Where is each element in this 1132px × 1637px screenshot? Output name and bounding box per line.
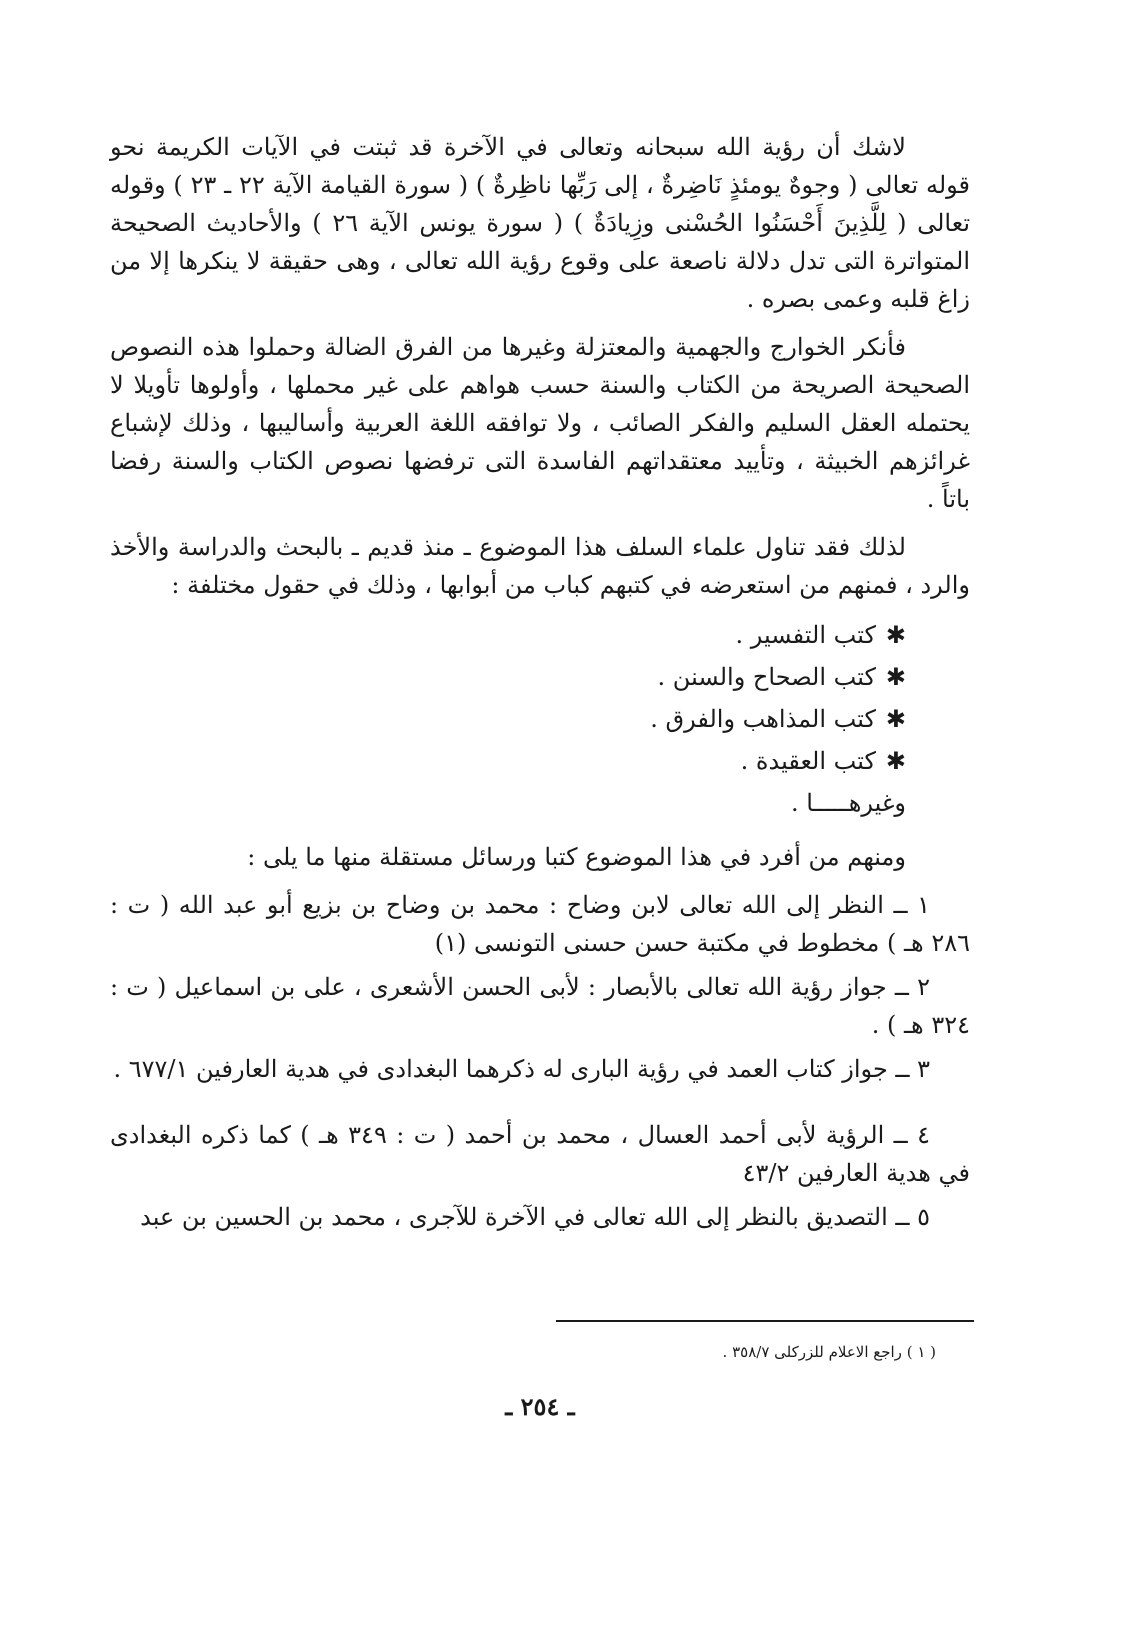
list-item: ✱كتب الصحاح والسنن . — [657, 663, 906, 691]
list-item: ✱كتب المذاهب والفرق . — [650, 705, 906, 733]
list-item: ✱كتب العقيدة . — [740, 747, 906, 775]
work-item: ٤ ــ الرؤية لأبى أحمد العسال ، محمد بن أحمد ( ت : ٣٤٩ هـ ) كما ذكره البغدادى في هدية العارفين ٤٣/٢ — [110, 1121, 970, 1187]
page-number: ـ ٢٥٤ ـ — [505, 1392, 575, 1421]
footnote: ( ١ ) راجع الاعلام للزركلى ٣٥٨/٧ . — [722, 1343, 936, 1361]
paragraph-intro: لاشك أن رؤية الله سبحانه وتعالى في الآخرة قد ثبتت في الآيات الكريمة نحو قوله تعالى ( وجوهٌ يومئذٍ نَاضِرةٌ ، إلى رَبِّها ناظِرةٌ ) ( سورة القيامة الآية ٢٢ ـ ٢٣ ) وقوله تعالى ( لِلَّذِينَ أَحْسَنُوا الحُسْنى وزِيادَةٌ ) ( سورة يونس الآية ٢٦ ) والأحاديث الصحيحة المتواترة التى تدل دلالة ناصعة على وقوع رؤية الله تعالى ، وهى حقيقة لا ينكرها إلا من زاغ قلبه وعمى بصره . — [110, 133, 971, 313]
asterisk-icon: ✱ — [885, 705, 906, 733]
paragraph-works-intro: ومنهم من أفرد في هذا الموضوع كتبا ورسائل مستقلة منها ما يلى : — [247, 843, 906, 871]
footnote-divider — [556, 1320, 974, 1322]
work-item: ٣ ــ جواز كتاب العمد في رؤية البارى له ذكرهما البغدادى في هدية العارفين ٦٧٧/١ . — [113, 1055, 930, 1083]
works-list — [110, 886, 970, 1236]
work-item: ٥ ــ التصديق بالنظر إلى الله تعالى في الآخرة للآجرى ، محمد بن الحسين بن عبد — [140, 1203, 930, 1231]
list-item: ✱كتب التفسير . — [735, 621, 906, 649]
asterisk-icon: ✱ — [885, 663, 906, 691]
work-item: ١ ــ النظر إلى الله تعالى لابن وضاح : محمد بن وضاح بن بزيع أبو عبد الله ( ت : ٢٨٦ هـ ) مخطوط في مكتبة حسن حسنى التونسى (١) — [110, 891, 970, 957]
page-body — [110, 128, 970, 1242]
paragraph-salaf: لذلك فقد تناول علماء السلف هذا الموضوع ـ منذ قديم ـ بالبحث والدراسة والأخذ والرد ، فمنهم من استعرضه في كتبهم كباب من أبوابها ، وذلك في حقول مختلفة : — [110, 533, 970, 599]
book-fields-list — [110, 614, 970, 824]
asterisk-icon: ✱ — [885, 621, 906, 649]
asterisk-icon: ✱ — [885, 747, 906, 775]
paragraph-deniers: فأنكر الخوارج والجهمية والمعتزلة وغيرها من الفرق الضالة وحملوا هذه النصوص الصحيحة الصريحة من الكتاب والسنة حسب هواهم على غير محملها ، وأولوها تأويلا لا يحتمله العقل السليم والفكر الصائب ، ولا توافقه اللغة العربية وأساليبها ، وذلك لإشباع غرائزهم الخبيثة ، وتأييد معتقداتهم الفاسدة التى ترفضها نصوص الكتاب والسنة رفضا باتاً . — [110, 333, 970, 513]
list-item-others: وغيرهـــــا . — [790, 789, 906, 817]
work-item: ٢ ــ جواز رؤية الله تعالى بالأبصار : لأبى الحسن الأشعرى ، على بن اسماعيل ( ت : ٣٢٤ هـ ) . — [110, 973, 970, 1039]
